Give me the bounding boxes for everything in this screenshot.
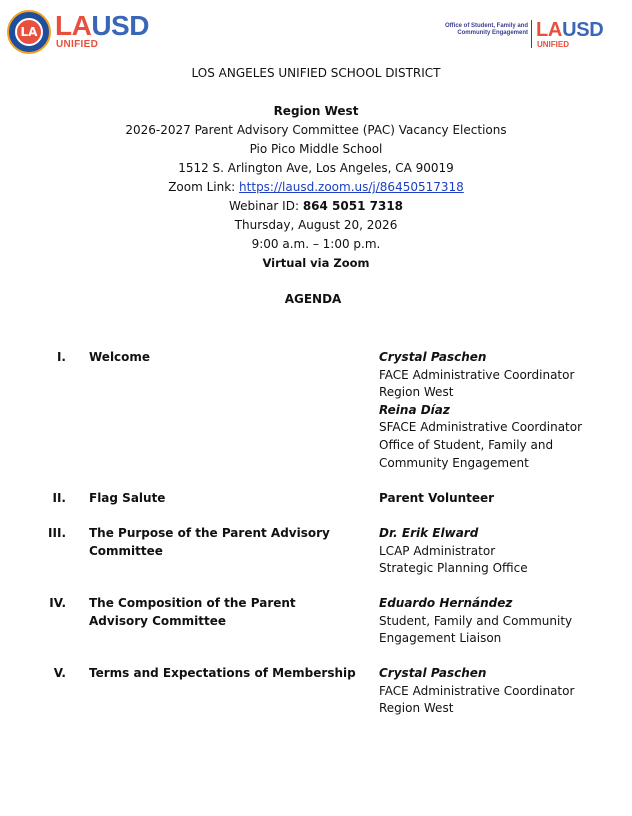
agenda-item-presenters	[379, 595, 619, 648]
presenter-role: Community Engagement	[379, 455, 529, 470]
wordmark-la: LA	[55, 10, 92, 41]
agenda-item-topic: The Purpose of the Parent Advisory Committee	[89, 526, 330, 558]
agenda-item-presenters	[379, 349, 619, 472]
address: 1512 S. Arlington Ave, Los Angeles, CA 90019	[178, 161, 454, 175]
presenter-role: Student, Family and Community	[379, 613, 573, 628]
presenter-name: Eduardo Hernández	[379, 596, 513, 610]
seal-letters: LA	[20, 25, 38, 39]
presenter-role: Region West	[379, 385, 454, 400]
agenda-item-presenters	[379, 665, 619, 718]
office-wordmark-unified: UNIFIED	[537, 40, 569, 49]
presenter-role: LCAP Administrator	[379, 543, 496, 558]
webinar-label: Webinar ID:	[228, 199, 303, 213]
agenda-item-number: V.	[53, 666, 66, 680]
office-wordmark-usd: USD	[562, 19, 604, 41]
office-line-2: Community Engagement	[457, 30, 528, 36]
region-name: Region West	[273, 104, 359, 118]
presenter-name: Parent Volunteer	[379, 491, 495, 505]
logo-divider	[531, 20, 532, 48]
agenda-item-presenters	[379, 490, 619, 508]
webinar-id: 864 5051 7318	[302, 199, 404, 213]
agenda-item-topic: Flag Salute	[89, 491, 166, 505]
office-wordmark-la: LA	[536, 19, 563, 41]
agenda-item-presenters	[379, 525, 619, 578]
page-header	[0, 0, 632, 62]
presenter-role: FACE Administrative Coordinator	[379, 367, 575, 382]
agenda-item-number: IV.	[49, 596, 66, 610]
agenda-item-topic: Terms and Expectations of Membership	[89, 666, 356, 680]
lausd-seal-icon	[7, 10, 51, 54]
presenter-name: Dr. Erik Elward	[379, 526, 479, 540]
agenda-item-topic: The Composition of the Parent Advisory Committee	[89, 596, 296, 628]
meeting-date: Thursday, August 20, 2026	[234, 218, 398, 232]
office-wordmark	[536, 20, 603, 40]
presenter-role: Engagement Liaison	[379, 631, 502, 646]
agenda-item-number: III.	[48, 526, 66, 540]
presenter-name: Crystal Paschen	[379, 350, 487, 364]
office-name	[436, 23, 528, 37]
presenter-role: Office of Student, Family and	[379, 437, 554, 452]
presenter-name: Reina Díaz	[379, 402, 450, 417]
wordmark-unified: UNIFIED	[56, 39, 99, 50]
district-name: LOS ANGELES UNIFIED SCHOOL DISTRICT	[191, 66, 441, 80]
agenda-title: AGENDA	[284, 292, 342, 306]
webinar-line	[0, 197, 632, 216]
zoom-link[interactable]: https://lausd.zoom.us/j/86450517318	[239, 180, 464, 194]
wordmark-usd: USD	[91, 10, 149, 41]
meeting-title: 2026-2027 Parent Advisory Committee (PAC) Vacancy Elections	[125, 123, 507, 137]
zoom-line	[0, 178, 632, 197]
meeting-time: 9:00 a.m. – 1:00 p.m.	[251, 237, 381, 251]
lausd-wordmark	[55, 12, 149, 40]
venue: Pio Pico Middle School	[249, 142, 383, 156]
presenter-role: Strategic Planning Office	[379, 561, 528, 576]
office-logo	[436, 20, 626, 50]
office-line-1: Office of Student, Family and	[444, 23, 528, 29]
zoom-label: Zoom Link:	[168, 180, 240, 194]
meeting-mode: Virtual via Zoom	[262, 256, 370, 270]
agenda-item-number: II.	[52, 491, 66, 505]
presenter-name: Crystal Paschen	[379, 666, 487, 680]
presenter-role: Region West	[379, 701, 454, 716]
presenter-role: FACE Administrative Coordinator	[379, 683, 575, 698]
presenter-role: SFACE Administrative Coordinator	[379, 420, 583, 435]
agenda-item-topic: Welcome	[89, 350, 151, 364]
agenda-item-number: I.	[56, 350, 66, 364]
lausd-logo	[7, 10, 167, 56]
